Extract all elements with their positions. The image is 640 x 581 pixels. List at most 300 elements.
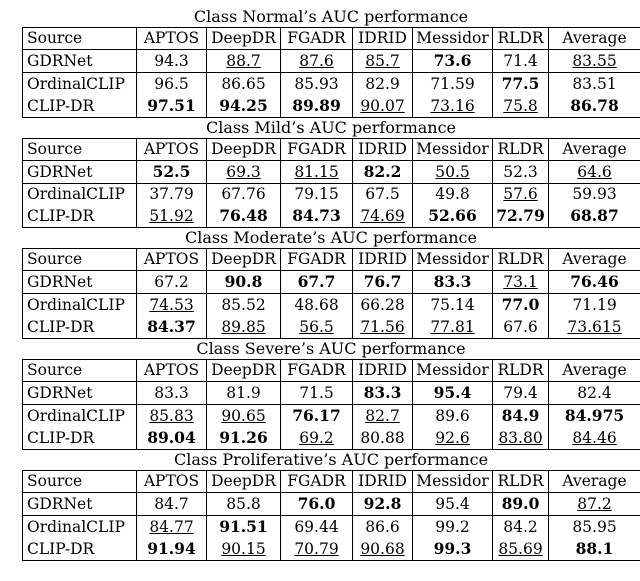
- table-row: [23, 516, 640, 539]
- cell-value: 85.95: [572, 517, 617, 536]
- table-cell: [353, 50, 413, 73]
- cell-value: 85.69: [498, 539, 543, 558]
- cell-value: 76.48: [219, 206, 268, 225]
- table-cell: [207, 382, 281, 405]
- cell-value: 90.15: [221, 539, 266, 558]
- cell-value: 71.5: [299, 383, 334, 402]
- cell-value: 85.7: [365, 51, 400, 70]
- row-source-label: OrdinalCLIP: [23, 184, 137, 206]
- column-header: Source: [23, 471, 137, 493]
- cell-value: 68.87: [570, 206, 619, 225]
- table-cell: [549, 405, 640, 428]
- cell-value: 74.69: [360, 206, 405, 225]
- cell-value: 73.6: [433, 51, 472, 70]
- table-cell: [549, 382, 640, 405]
- table-cell: [493, 294, 549, 317]
- table-cell: [353, 95, 413, 118]
- column-header: FGADR: [281, 360, 353, 382]
- cell-value: 48.68: [294, 295, 339, 314]
- table-cell: [493, 427, 549, 450]
- table-cell: [281, 516, 353, 539]
- cell-value: 88.1: [575, 539, 614, 558]
- cell-value: 89.89: [292, 96, 341, 115]
- table-cell: [493, 516, 549, 539]
- row-source-label: GDRNet: [23, 271, 137, 294]
- table-cell: [137, 316, 207, 339]
- table-row: [23, 205, 640, 228]
- cell-value: 49.8: [435, 185, 470, 203]
- table-cell: [493, 184, 549, 206]
- cell-value: 95.4: [433, 383, 472, 402]
- table-cell: [207, 73, 281, 96]
- table-cell: [281, 405, 353, 428]
- cell-value: 89.04: [147, 428, 196, 447]
- column-header: Average: [549, 28, 640, 50]
- cell-value: 67.6: [503, 317, 538, 336]
- row-source-label: GDRNet: [23, 161, 137, 184]
- column-header: IDRID: [353, 471, 413, 493]
- cell-value: 37.79: [149, 185, 194, 203]
- table-row: [23, 493, 640, 516]
- cell-value: 77.5: [501, 74, 540, 93]
- table-row: [23, 184, 640, 206]
- table-cell: [413, 405, 493, 428]
- table-cell: [493, 271, 549, 294]
- table-cell: [413, 538, 493, 561]
- column-header: DeepDR: [207, 249, 281, 271]
- table-cell: [137, 538, 207, 561]
- table-row: [23, 294, 640, 317]
- table-cell: [207, 294, 281, 317]
- table-cell: [493, 95, 549, 118]
- cell-value: 79.4: [503, 383, 538, 402]
- cell-value: 84.37: [147, 317, 196, 336]
- cell-value: 71.59: [430, 74, 475, 93]
- table-cell: [493, 538, 549, 561]
- cell-value: 95.4: [435, 494, 470, 513]
- table-cell: [353, 316, 413, 339]
- table-row: [23, 405, 640, 428]
- table-cell: [281, 294, 353, 317]
- table-cell: [281, 538, 353, 561]
- table-cell: [549, 493, 640, 516]
- table-cell: [353, 205, 413, 228]
- table-cell: [137, 382, 207, 405]
- table-cell: [493, 50, 549, 73]
- column-header: FGADR: [281, 471, 353, 493]
- table-header-row: [23, 360, 640, 382]
- table-cell: [137, 73, 207, 96]
- row-source-label: OrdinalCLIP: [23, 405, 137, 428]
- column-header: APTOS: [137, 471, 207, 493]
- cell-value: 67.76: [221, 185, 266, 203]
- cell-value: 82.7: [365, 406, 400, 425]
- cell-value: 88.7: [226, 51, 261, 70]
- cell-value: 83.80: [498, 428, 543, 447]
- table-header-row: [23, 471, 640, 493]
- cell-value: 67.2: [154, 272, 189, 291]
- cell-value: 82.9: [365, 74, 400, 93]
- column-header: RLDR: [493, 249, 549, 271]
- table-cell: [137, 205, 207, 228]
- column-header: Source: [23, 360, 137, 382]
- table-caption: Class Mild’s AUC performance: [205, 118, 457, 137]
- table-cell: [549, 184, 640, 206]
- table-cell: [493, 73, 549, 96]
- table-cell: [207, 493, 281, 516]
- table-row: [23, 427, 640, 450]
- row-source-label: OrdinalCLIP: [23, 516, 137, 539]
- table-cell: [207, 95, 281, 118]
- table-cell: [281, 73, 353, 96]
- table-cell: [413, 50, 493, 73]
- cell-value: 81.15: [294, 162, 339, 181]
- cell-value: 71.56: [360, 317, 405, 336]
- auc-tables-container: [22, 7, 640, 561]
- column-header: FGADR: [281, 28, 353, 50]
- cell-value: 90.07: [360, 96, 405, 115]
- auc-table: [22, 27, 640, 118]
- table-row: [23, 95, 640, 118]
- cell-value: 75.14: [430, 295, 475, 314]
- cell-value: 52.5: [152, 162, 191, 181]
- cell-value: 85.93: [294, 74, 339, 93]
- table-row: [23, 382, 640, 405]
- cell-value: 84.77: [149, 517, 194, 536]
- table-cell: [281, 184, 353, 206]
- table-cell: [137, 184, 207, 206]
- table-cell: [137, 516, 207, 539]
- cell-value: 90.65: [221, 406, 266, 425]
- cell-value: 76.0: [297, 494, 336, 513]
- table-cell: [353, 73, 413, 96]
- table-cell: [413, 161, 493, 184]
- table-cell: [137, 161, 207, 184]
- cell-value: 56.5: [299, 317, 334, 336]
- column-header: Messidor: [413, 139, 493, 161]
- cell-value: 84.2: [503, 517, 538, 536]
- auc-table-block: [22, 228, 640, 339]
- cell-value: 87.2: [577, 494, 612, 513]
- row-source-label: GDRNet: [23, 493, 137, 516]
- cell-value: 64.6: [577, 162, 612, 181]
- cell-value: 76.46: [570, 272, 619, 291]
- table-cell: [137, 50, 207, 73]
- cell-value: 92.8: [363, 494, 402, 513]
- cell-value: 82.4: [577, 383, 612, 402]
- cell-value: 96.5: [154, 74, 189, 93]
- column-header: DeepDR: [207, 360, 281, 382]
- table-cell: [549, 538, 640, 561]
- table-cell: [207, 161, 281, 184]
- row-source-label: CLIP-DR: [23, 205, 137, 228]
- cell-value: 86.6: [365, 517, 400, 536]
- cell-value: 73.615: [567, 317, 622, 336]
- table-cell: [353, 382, 413, 405]
- column-header: IDRID: [353, 249, 413, 271]
- cell-value: 79.15: [294, 185, 339, 203]
- table-cell: [493, 316, 549, 339]
- cell-value: 77.81: [430, 317, 475, 336]
- row-source-label: CLIP-DR: [23, 538, 137, 561]
- table-cell: [353, 184, 413, 206]
- row-source-label: CLIP-DR: [23, 95, 137, 118]
- row-source-label: OrdinalCLIP: [23, 294, 137, 317]
- table-cell: [549, 316, 640, 339]
- table-cell: [413, 205, 493, 228]
- table-cell: [207, 50, 281, 73]
- table-cell: [549, 205, 640, 228]
- cell-value: 84.46: [572, 428, 617, 447]
- cell-value: 99.2: [435, 517, 470, 536]
- column-header: Source: [23, 139, 137, 161]
- table-header-row: [23, 28, 640, 50]
- cell-value: 52.66: [428, 206, 477, 225]
- cell-value: 90.8: [224, 272, 263, 291]
- table-cell: [281, 271, 353, 294]
- table-cell: [493, 382, 549, 405]
- table-caption: Class Severe’s AUC performance: [196, 339, 466, 358]
- column-header: IDRID: [353, 28, 413, 50]
- auc-table-block: [22, 7, 640, 118]
- cell-value: 69.44: [294, 517, 339, 536]
- cell-value: 86.65: [221, 74, 266, 93]
- cell-value: 84.9: [501, 406, 540, 425]
- table-row: [23, 50, 640, 73]
- column-header: Average: [549, 139, 640, 161]
- table-cell: [281, 95, 353, 118]
- column-header: Messidor: [413, 28, 493, 50]
- cell-value: 90.68: [360, 539, 405, 558]
- cell-value: 82.2: [363, 162, 402, 181]
- cell-value: 75.8: [503, 96, 538, 115]
- table-cell: [549, 50, 640, 73]
- auc-table: [22, 359, 640, 450]
- table-cell: [207, 516, 281, 539]
- column-header: DeepDR: [207, 28, 281, 50]
- table-cell: [413, 184, 493, 206]
- table-header-row: [23, 139, 640, 161]
- column-header: IDRID: [353, 139, 413, 161]
- table-row: [23, 271, 640, 294]
- table-cell: [137, 427, 207, 450]
- table-cell: [207, 316, 281, 339]
- cell-value: 72.79: [496, 206, 545, 225]
- table-cell: [353, 427, 413, 450]
- cell-value: 92.6: [435, 428, 470, 447]
- cell-value: 99.3: [433, 539, 472, 558]
- cell-value: 83.3: [433, 272, 472, 291]
- table-header-row: [23, 249, 640, 271]
- table-cell: [353, 271, 413, 294]
- table-cell: [137, 95, 207, 118]
- table-cell: [281, 161, 353, 184]
- cell-value: 91.94: [147, 539, 196, 558]
- row-source-label: OrdinalCLIP: [23, 73, 137, 96]
- table-cell: [353, 405, 413, 428]
- table-cell: [549, 161, 640, 184]
- table-cell: [207, 427, 281, 450]
- cell-value: 57.6: [503, 185, 538, 203]
- cell-value: 83.3: [154, 383, 189, 402]
- table-cell: [549, 271, 640, 294]
- cell-value: 76.17: [292, 406, 341, 425]
- column-header: RLDR: [493, 28, 549, 50]
- table-cell: [281, 316, 353, 339]
- table-cell: [413, 73, 493, 96]
- column-header: Average: [549, 471, 640, 493]
- cell-value: 89.0: [501, 494, 540, 513]
- column-header: APTOS: [137, 360, 207, 382]
- cell-value: 89.6: [435, 406, 470, 425]
- row-source-label: GDRNet: [23, 382, 137, 405]
- cell-value: 52.3: [503, 162, 538, 181]
- table-cell: [137, 294, 207, 317]
- auc-table-block: [22, 450, 640, 561]
- table-cell: [137, 493, 207, 516]
- table-cell: [137, 271, 207, 294]
- table-cell: [137, 405, 207, 428]
- row-source-label: CLIP-DR: [23, 427, 137, 450]
- table-cell: [493, 161, 549, 184]
- table-cell: [353, 493, 413, 516]
- column-header: RLDR: [493, 139, 549, 161]
- table-cell: [281, 427, 353, 450]
- table-cell: [413, 516, 493, 539]
- column-header: Messidor: [413, 360, 493, 382]
- column-header: FGADR: [281, 139, 353, 161]
- cell-value: 97.51: [147, 96, 196, 115]
- table-row: [23, 316, 640, 339]
- table-row: [23, 73, 640, 96]
- cell-value: 87.6: [299, 51, 334, 70]
- table-cell: [281, 50, 353, 73]
- column-header: FGADR: [281, 249, 353, 271]
- table-cell: [549, 73, 640, 96]
- table-cell: [353, 161, 413, 184]
- table-cell: [353, 516, 413, 539]
- row-source-label: CLIP-DR: [23, 316, 137, 339]
- column-header: APTOS: [137, 28, 207, 50]
- auc-table-block: [22, 118, 640, 228]
- auc-table: [22, 248, 640, 339]
- column-header: DeepDR: [207, 471, 281, 493]
- cell-value: 80.88: [360, 428, 405, 447]
- table-cell: [207, 538, 281, 561]
- cell-value: 69.2: [299, 428, 334, 447]
- table-cell: [549, 95, 640, 118]
- table-cell: [413, 427, 493, 450]
- column-header: Messidor: [413, 249, 493, 271]
- column-header: Average: [549, 249, 640, 271]
- table-cell: [207, 405, 281, 428]
- column-header: APTOS: [137, 249, 207, 271]
- table-cell: [413, 382, 493, 405]
- row-source-label: GDRNet: [23, 50, 137, 73]
- cropped-caption-fragment: [0, 0, 640, 6]
- cell-value: 94.3: [154, 51, 189, 70]
- cell-value: 84.975: [564, 406, 625, 425]
- cell-value: 67.5: [365, 185, 400, 203]
- cell-value: 94.25: [219, 96, 268, 115]
- table-caption: Class Moderate’s AUC performance: [185, 228, 477, 247]
- table-row: [23, 161, 640, 184]
- cell-value: 71.19: [572, 295, 617, 314]
- column-header: IDRID: [353, 360, 413, 382]
- cell-value: 83.51: [572, 74, 617, 93]
- column-header: Source: [23, 28, 137, 50]
- column-header: APTOS: [137, 139, 207, 161]
- cell-value: 66.28: [360, 295, 405, 314]
- cell-value: 73.1: [503, 272, 538, 291]
- cell-value: 77.0: [501, 295, 540, 314]
- table-cell: [549, 427, 640, 450]
- table-cell: [281, 493, 353, 516]
- table-cell: [413, 294, 493, 317]
- table-cell: [281, 382, 353, 405]
- column-header: RLDR: [493, 360, 549, 382]
- table-cell: [549, 516, 640, 539]
- table-caption: Class Proliferative’s AUC performance: [173, 450, 489, 469]
- cell-value: 70.79: [294, 539, 339, 558]
- cell-value: 86.78: [570, 96, 619, 115]
- column-header: Messidor: [413, 471, 493, 493]
- column-header: Source: [23, 249, 137, 271]
- auc-table-block: [22, 339, 640, 450]
- table-row: [23, 538, 640, 561]
- cell-value: 67.7: [297, 272, 336, 291]
- cell-value: 74.53: [149, 295, 194, 314]
- cell-value: 84.73: [292, 206, 341, 225]
- auc-table: [22, 138, 640, 228]
- table-cell: [207, 271, 281, 294]
- cell-value: 91.51: [219, 517, 268, 536]
- column-header: Average: [549, 360, 640, 382]
- table-cell: [281, 205, 353, 228]
- cell-value: 69.3: [226, 162, 261, 181]
- table-cell: [353, 294, 413, 317]
- table-cell: [413, 95, 493, 118]
- table-caption: Class Normal’s AUC performance: [193, 7, 469, 26]
- cell-value: 83.55: [572, 51, 617, 70]
- table-cell: [413, 493, 493, 516]
- cell-value: 51.92: [149, 206, 194, 225]
- table-cell: [413, 271, 493, 294]
- table-cell: [493, 405, 549, 428]
- cell-value: 85.83: [149, 406, 194, 425]
- cell-value: 76.7: [363, 272, 402, 291]
- cell-value: 84.7: [154, 494, 189, 513]
- cell-value: 50.5: [435, 162, 470, 181]
- table-cell: [493, 493, 549, 516]
- cell-value: 73.16: [430, 96, 475, 115]
- table-cell: [207, 184, 281, 206]
- table-cell: [493, 205, 549, 228]
- table-cell: [353, 538, 413, 561]
- table-cell: [413, 316, 493, 339]
- auc-table: [22, 470, 640, 561]
- cell-value: 71.4: [503, 51, 538, 70]
- cell-value: 81.9: [226, 383, 261, 402]
- cell-value: 83.3: [363, 383, 402, 402]
- cell-value: 85.52: [221, 295, 266, 314]
- table-cell: [207, 205, 281, 228]
- column-header: DeepDR: [207, 139, 281, 161]
- table-cell: [549, 294, 640, 317]
- cell-value: 59.93: [572, 185, 617, 203]
- cell-value: 91.26: [219, 428, 268, 447]
- column-header: RLDR: [493, 471, 549, 493]
